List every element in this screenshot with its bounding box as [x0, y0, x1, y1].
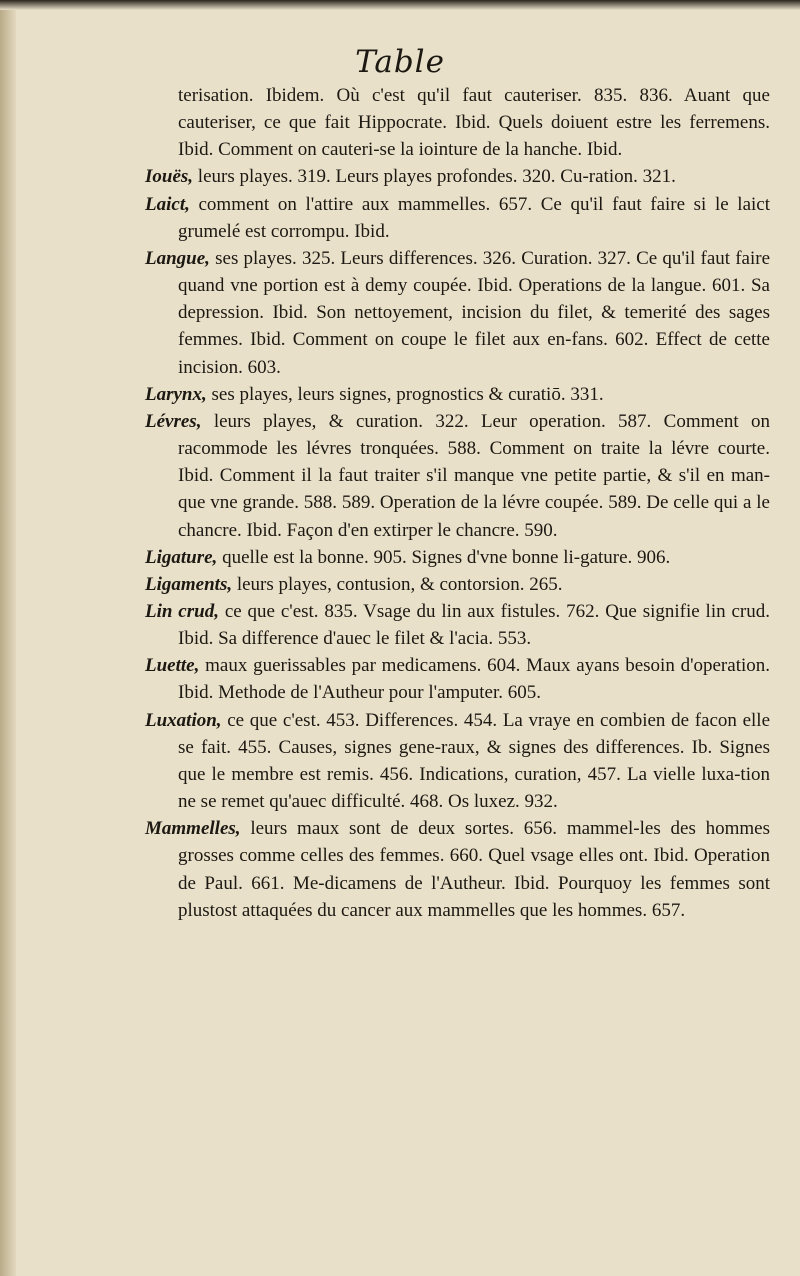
index-body	[145, 82, 770, 924]
entry-text: leurs maux sont de deux sortes. 656. mammel-les des hommes grosses comme celles des femmes. 660. Quel vsage elles ont. Ibid. Operation de Paul. 661. Me-dicamens de l'Autheur. Ibid. Pourquoy les femmes sont plustost attaquées du cancer aux mammelles que les hommes. 657.	[178, 818, 771, 921]
entry-text: leurs playes. 319. Leurs playes profondes. 320. Cu-ration. 321.	[197, 166, 676, 188]
index-entry-luxation	[145, 707, 770, 816]
index-entry-luette	[145, 652, 770, 706]
entry-term: Iouës,	[145, 166, 194, 188]
entry-text: leurs playes, & curation. 322. Leur operation. 587. Comment on racommode les lévres tronquées. 588. Comment on traite la lévre courte. Ibid. Comment il la faut traiter s'il manque vne petite partie, & s'il en man-que vne grande. 588. 589. Operation de la lévre coupée. 589. De celle qui a le chancre. Ibid. Façon d'en extirper le chancre. 590.	[178, 410, 771, 541]
entry-text: ce que c'est. 453. Differences. 454. La vraye en combien de facon elle se fait. 455. Causes, signes gene-raux, & signes des differences. Ib. Signes que le membre est remis. 456. Indications, curation, 457. La vielle luxa-tion ne se remet qu'auec difficulté. 468. Os luxez. 932.	[178, 709, 771, 813]
entry-term: Langue,	[145, 247, 210, 269]
entry-term: Lin crud,	[145, 600, 219, 622]
index-entry-joues	[145, 163, 770, 190]
entry-text: quelle est la bonne. 905. Signes d'vne bonne li-gature. 906.	[222, 546, 671, 568]
index-entry-larynx	[145, 381, 770, 408]
index-entry-lin-crud	[145, 598, 770, 652]
entry-text: comment on l'attire aux mammelles. 657. Ce qu'il faut faire si le laict grumelé est corrompu. Ibid.	[178, 193, 771, 242]
entry-text: ce que c'est. 835. Vsage du lin aux fistules. 762. Que signifie lin crud. Ibid. Sa difference d'auec le filet & l'acia. 553.	[178, 600, 770, 650]
page-binding-shadow	[0, 0, 16, 1276]
page-top-edge	[0, 0, 800, 10]
entry-term: Laict,	[145, 193, 190, 215]
entry-text: terisation. Ibidem. Où c'est qu'il faut cauteriser. 835. 836. Auant que cauteriser, ce que fait Hippocrate. Ibid. Quels doiuent estre les ferremens. Ibid. Comment on cauteri-se la iointure de la hanche. Ibid.	[178, 85, 770, 161]
index-entry-continued	[145, 82, 770, 163]
entry-term: Luxation,	[145, 709, 222, 731]
index-entry-ligature	[145, 544, 770, 571]
entry-term: Larynx,	[145, 383, 207, 405]
entry-text: ses playes, leurs signes, prognostics & curatiō. 331.	[211, 383, 604, 405]
entry-term: Lévres,	[145, 410, 202, 432]
page-title: Table	[355, 44, 445, 80]
entry-term: Luette,	[145, 655, 200, 677]
index-entry-langue	[145, 245, 770, 381]
index-entry-ligaments	[145, 571, 770, 598]
entry-text: ses playes. 325. Leurs differences. 326. Curation. 327. Ce qu'il faut faire quand vne portion est à demy coupée. Ibid. Operations de la langue. 601. Sa depression. Ibid. Son nettoyement, incision du filet, & temerité des sages femmes. Ibid. Comment on coupe le filet aux en-fans. 602. Effect de cette incision. 603.	[178, 247, 771, 378]
entry-term: Ligature,	[145, 546, 218, 568]
entry-text: leurs playes, contusion, & contorsion. 265.	[236, 573, 563, 595]
index-entry-laict	[145, 191, 770, 245]
entry-term: Ligaments,	[145, 573, 233, 595]
entry-term: Mammelles,	[145, 818, 241, 840]
index-entry-mammelles	[145, 815, 770, 924]
entry-text: maux guerissables par medicamens. 604. Maux ayans besoin d'operation. Ibid. Methode de l'Autheur pour l'amputer. 605.	[178, 655, 771, 704]
index-entry-levres	[145, 408, 770, 544]
